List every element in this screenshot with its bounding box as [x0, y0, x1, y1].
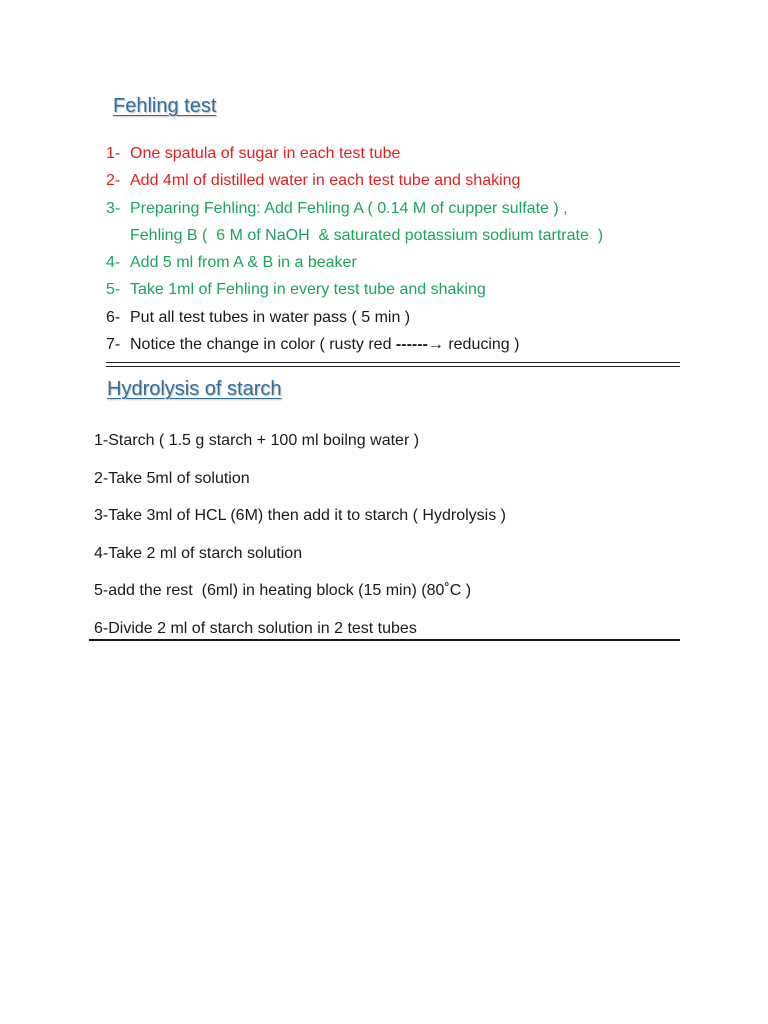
hydrolysis-heading: Hydrolysis of starch — [107, 378, 282, 400]
step-number: 3- — [106, 199, 121, 217]
step-number: 5- — [106, 281, 121, 299]
step-text: Take 1ml of Fehling in every test tube and shaking — [130, 281, 486, 299]
hydrolysis-step-6: 6-Divide 2 ml of starch solution in 2 test tubes — [94, 619, 417, 637]
bottom-divider — [89, 639, 680, 641]
step-text-before: Notice the change in color ( rusty red — [130, 336, 396, 354]
step-text-after: reducing ) — [443, 336, 520, 354]
hydrolysis-step-5: 5-add the rest (6ml) in heating block (15 min) (80˚C ) — [94, 582, 472, 600]
double-divider — [106, 362, 680, 367]
arrow-icon: ------→ — [395, 336, 444, 354]
fehling-step-3 — [106, 195, 726, 222]
step-text: Preparing Fehling: Add Fehling A ( 0.14 M of cupper sulfate ) , — [130, 199, 568, 217]
step-text: Add 5 ml from A & B in a beaker — [130, 254, 357, 272]
hydrolysis-step-2: 2-Take 5ml of solution — [94, 469, 250, 487]
step-number: 6- — [106, 308, 121, 326]
hydrolysis-steps-list — [94, 422, 714, 648]
step-number: 2- — [106, 172, 121, 190]
step-text: One spatula of sugar in each test tube — [130, 145, 401, 162]
hydrolysis-step-1: 1-Starch ( 1.5 g starch + 100 ml boilng water ) — [94, 432, 420, 449]
fehling-test-heading: Fehling test — [113, 95, 217, 117]
step-number: 7- — [106, 336, 121, 354]
step-text: Fehling B ( 6 M of NaOH & saturated potassium sodium tartrate ) — [130, 226, 604, 244]
fehling-step-1 — [106, 140, 726, 167]
step-text — [130, 331, 519, 358]
fehling-step-4 — [106, 249, 726, 276]
fehling-step-7 — [106, 331, 726, 358]
fehling-step-6 — [106, 304, 726, 331]
step-number: 4- — [106, 254, 121, 272]
step-text: Put all test tubes in water pass ( 5 min ) — [130, 308, 411, 326]
fehling-step-2 — [106, 167, 726, 194]
hydrolysis-step-3: 3-Take 3ml of HCL (6M) then add it to starch ( Hydrolysis ) — [94, 507, 506, 525]
hydrolysis-step-4: 4-Take 2 ml of starch solution — [94, 544, 303, 562]
fehling-step-3-continuation — [106, 222, 726, 249]
fehling-steps-list — [106, 140, 726, 358]
fehling-step-5 — [106, 276, 726, 303]
step-text: Add 4ml of distilled water in each test tube and shaking — [130, 172, 521, 190]
step-number: 1- — [106, 145, 121, 162]
